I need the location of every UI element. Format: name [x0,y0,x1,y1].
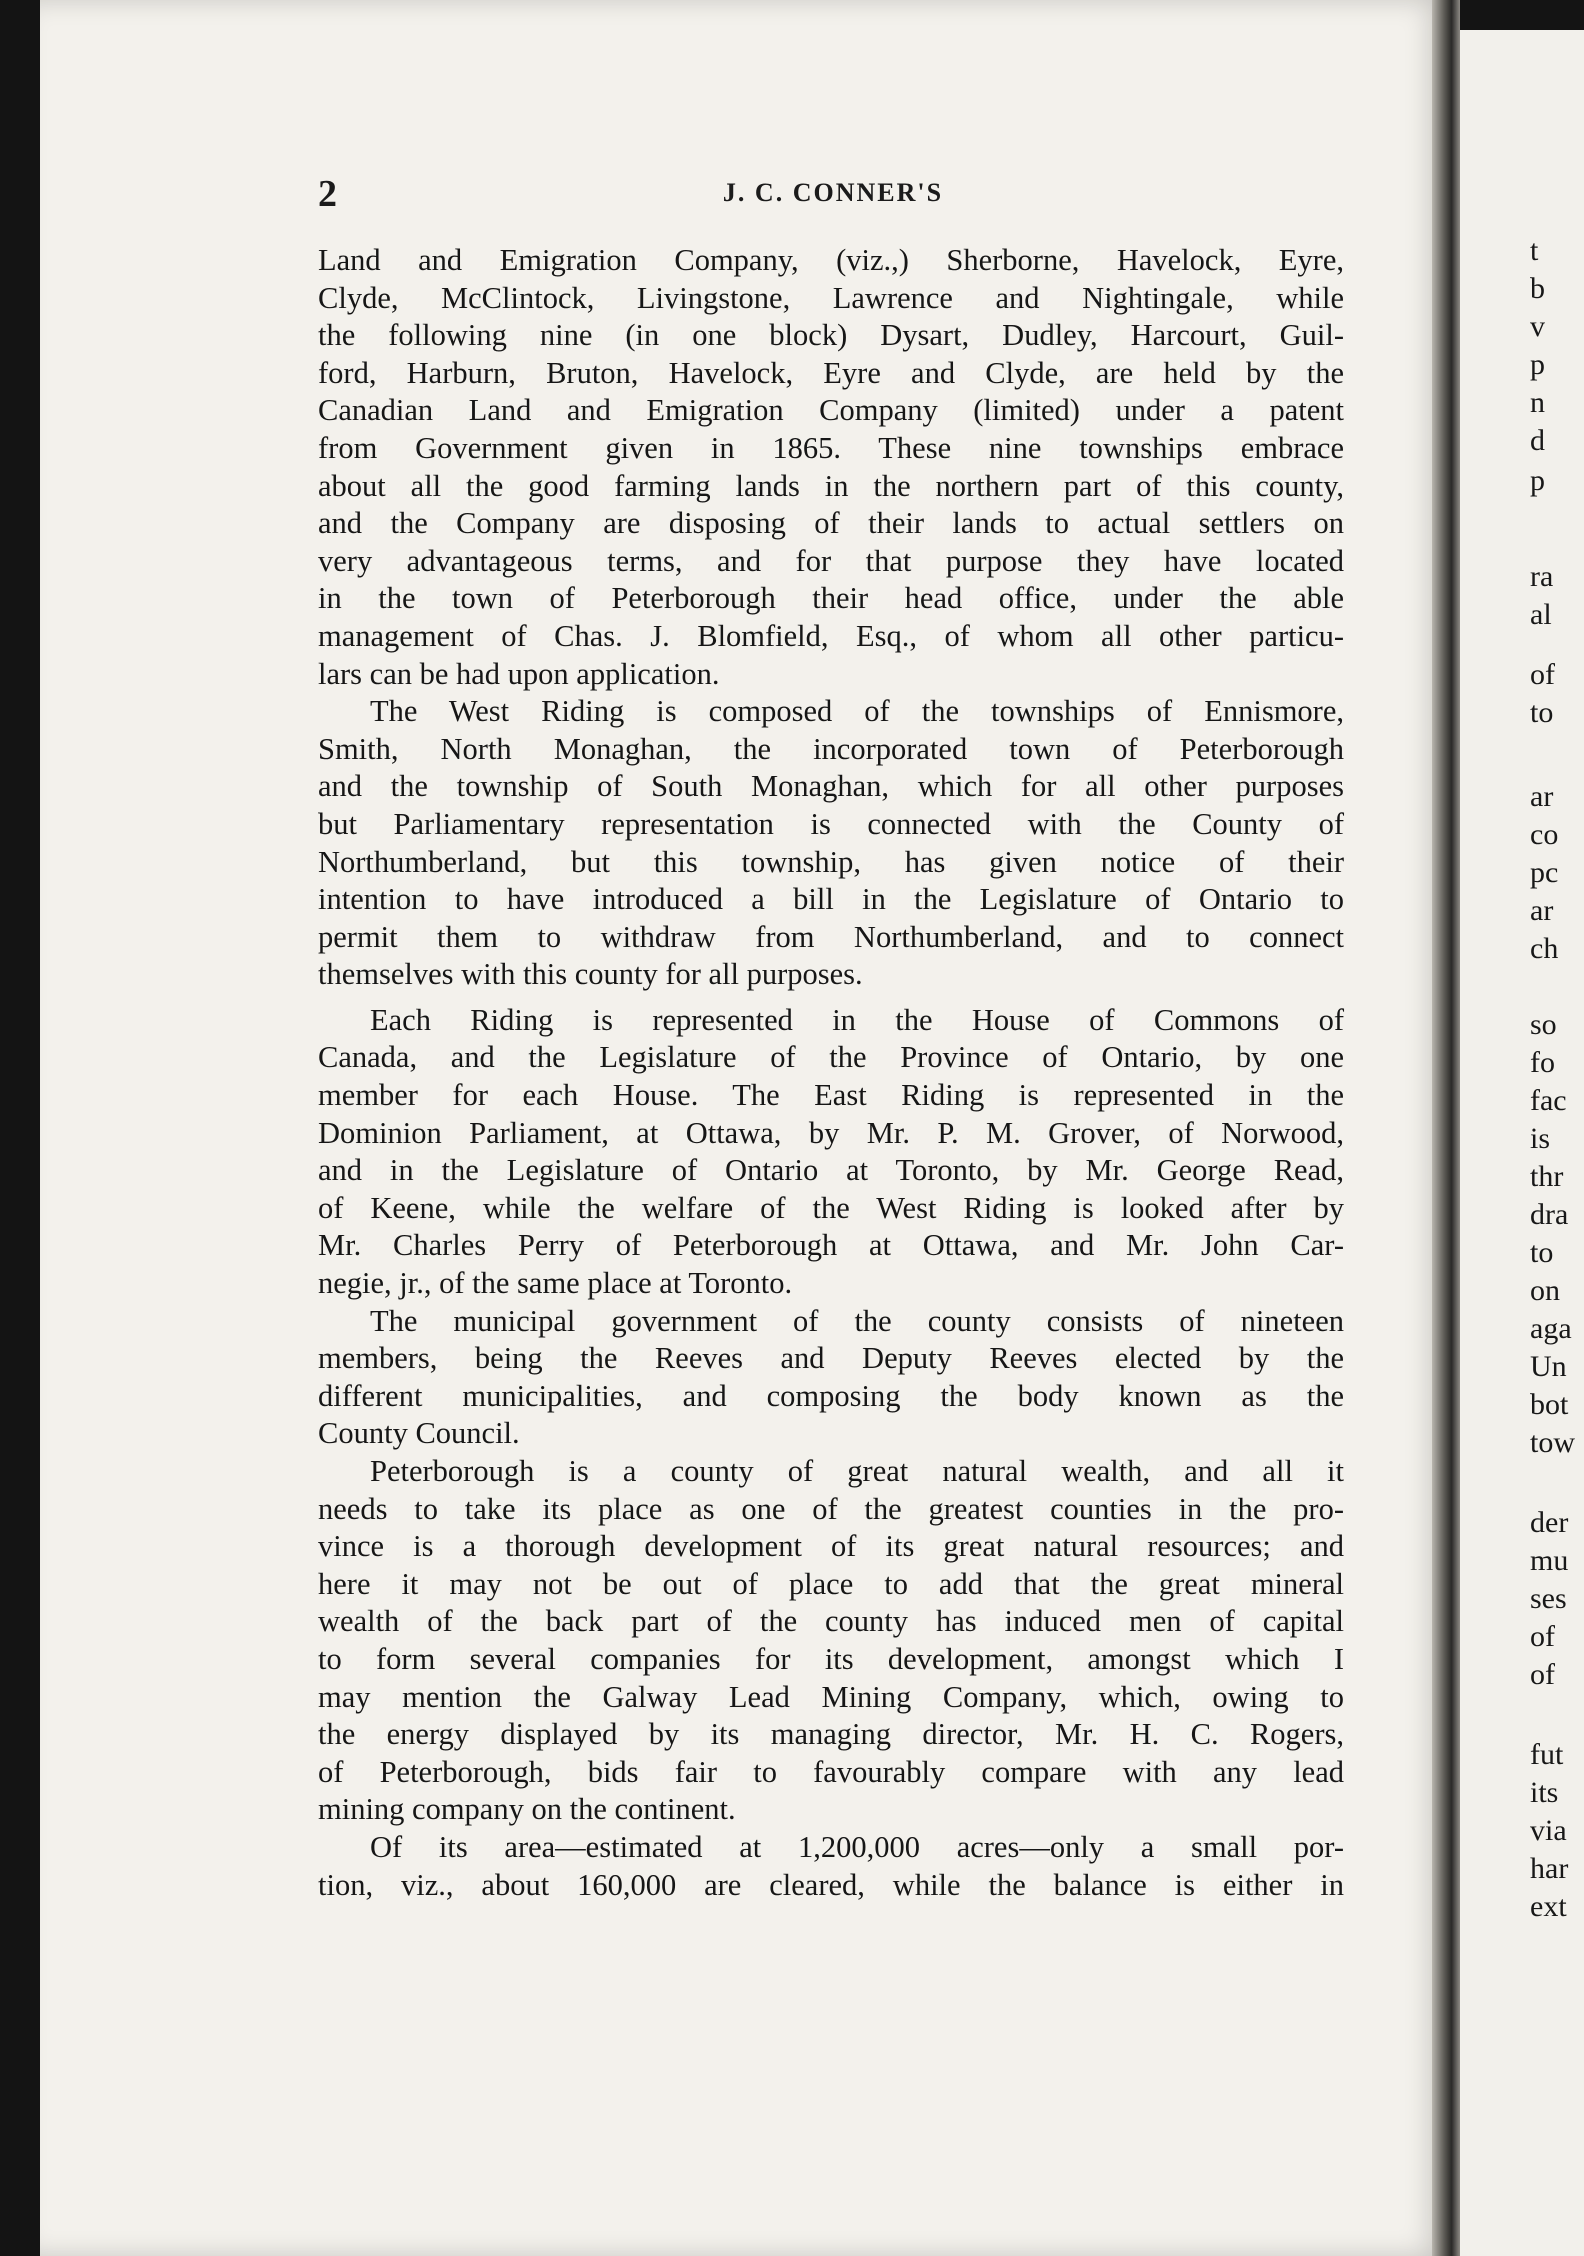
facing-page-fragment: b [1530,272,1545,305]
text-line: here it may not be out of place to add that the great mineral [318,1566,1344,1601]
text-line: The West Riding is composed of the townships of Ennismore, [370,694,1344,729]
paragraph [318,1303,1344,1453]
text-line: Canadian Land and Emigration Company (limited) under a patent [318,393,1344,428]
facing-page-fragment: fo [1530,1046,1555,1079]
text-line: of Peterborough, bids fair to favourably compare with any lead [318,1754,1344,1789]
facing-page-fragment: to [1530,1236,1554,1269]
text-line: from Government given in 1865. These nine townships embrace [318,430,1344,465]
facing-page-fragment: d [1530,424,1545,457]
facing-page-fragment: p [1530,464,1545,497]
facing-page-fragment: so [1530,1008,1557,1041]
facing-page-fragment: of [1530,658,1555,691]
facing-page-fragment: co [1530,818,1559,851]
text-line: the energy displayed by its managing director, Mr. H. C. Rogers, [318,1717,1344,1752]
text-line: members, being the Reeves and Deputy Reeves elected by the [318,1341,1344,1376]
facing-page-fragment: via [1530,1814,1567,1847]
text-line: Dominion Parliament, at Ottawa, by Mr. P. M. Grover, of Norwood, [318,1115,1344,1150]
facing-page-fragment: ra [1530,560,1554,593]
text-line: very advantageous terms, and for that purpose they have located [318,543,1344,578]
text-line: permit them to withdraw from Northumberland, and to connect [318,919,1344,954]
facing-page-fragment: der [1530,1506,1569,1539]
text-line: to form several companies for its development, amongst which I [318,1641,1344,1676]
text-line: Mr. Charles Perry of Peterborough at Ottawa, and Mr. John Car- [318,1228,1344,1263]
text-line: tion, viz., about 160,000 are cleared, while the balance is either in [318,1867,1344,1902]
text-line: and the township of South Monaghan, which for all other purposes [318,769,1344,804]
facing-page-fragment: fut [1530,1738,1564,1771]
text-line: the following nine (in one block) Dysart, Dudley, Harcourt, Guil- [318,318,1344,353]
facing-page-fragment: ses [1530,1582,1567,1615]
facing-page-fragment: thr [1530,1160,1564,1193]
facing-page-fragment: is [1530,1122,1551,1155]
paragraph [318,693,1344,994]
book-gutter [1432,0,1460,2256]
text-line: of Keene, while the welfare of the West Riding is looked after by [318,1190,1344,1225]
facing-page-fragment: p [1530,348,1545,381]
text-line: lars can be had upon application. [318,656,720,691]
page-header [318,172,1348,222]
facing-page-fragment: n [1530,386,1545,419]
text-line: Each Riding is represented in the House of Commons of [370,1002,1344,1037]
text-line: may mention the Galway Lead Mining Company, which, owing to [318,1679,1344,1714]
facing-page-fragment: its [1530,1776,1559,1809]
facing-page-fragment: dra [1530,1198,1569,1231]
facing-page-fragment: ext [1530,1890,1567,1923]
facing-page-fragment: mu [1530,1544,1569,1577]
text-line: negie, jr., of the same place at Toronto. [318,1266,793,1301]
text-line: different municipalities, and composing the body known as the [318,1378,1344,1413]
text-line: Clyde, McClintock, Livingstone, Lawrence and Nightingale, while [318,280,1344,315]
text-line: management of Chas. J. Blomfield, Esq., of whom all other particu- [318,618,1344,653]
text-line: about all the good farming lands in the northern part of this county, [318,468,1344,503]
facing-page-fragment: on [1530,1274,1560,1307]
facing-page-fragment: ar [1530,894,1554,927]
facing-page-fragment: of [1530,1658,1555,1691]
text-line: The municipal government of the county consists of nineteen [370,1303,1344,1338]
paragraph [318,1002,1344,1303]
text-line: mining company on the continent. [318,1792,736,1827]
text-line: Peterborough is a county of great natural wealth, and all it [370,1454,1344,1488]
text-line: member for each House. The East Riding is represented in the [318,1078,1344,1113]
page-number: 2 [318,173,337,215]
text-line: needs to take its place as one of the greatest counties in the pro- [318,1491,1344,1526]
text-line: Northumberland, but this township, has given notice of their [318,844,1344,879]
body-text [318,242,1344,1904]
facing-page-fragment: ch [1530,932,1559,965]
facing-page-fragment: t [1530,234,1539,267]
paragraph [318,242,1344,693]
facing-page-fragment: al [1530,598,1552,631]
text-line: themselves with this county for all purposes. [318,957,863,992]
facing-page-edge [1460,30,1584,2256]
facing-page-fragment: tow [1530,1426,1575,1459]
facing-page-fragment: bot [1530,1388,1569,1421]
text-line: Of its area—estimated at 1,200,000 acres—only a small por- [370,1829,1344,1864]
text-line: Canada, and the Legislature of the Province of Ontario, by one [318,1040,1344,1075]
text-line: and in the Legislature of Ontario at Toronto, by Mr. George Read, [318,1153,1344,1188]
facing-page-fragment: har [1530,1852,1569,1885]
text-line: in the town of Peterborough their head office, under the able [318,581,1344,616]
text-line: County Council. [318,1416,520,1451]
facing-page-fragment: aga [1530,1312,1572,1345]
text-line: intention to have introduced a bill in the Legislature of Ontario to [318,882,1344,917]
text-line: ford, Harburn, Bruton, Havelock, Eyre and Clyde, are held by the [318,355,1344,390]
facing-page-fragment: pc [1530,856,1559,889]
text-line: Land and Emigration Company, (viz.,) Sherborne, Havelock, Eyre, [318,243,1344,277]
facing-page-fragment: fac [1530,1084,1567,1117]
paragraph [318,1453,1344,1829]
facing-page-fragment: v [1530,310,1545,343]
facing-page-fragment: ar [1530,780,1554,813]
facing-page-fragment: Un [1530,1350,1567,1383]
text-line: vince is a thorough development of its great natural resources; and [318,1529,1344,1564]
running-head: J. C. CONNER'S [722,178,944,207]
text-line: Smith, North Monaghan, the incorporated town of Peterborough [318,731,1344,766]
facing-page-fragment: of [1530,1620,1555,1653]
text-line: but Parliamentary representation is connected with the County of [318,806,1344,841]
text-line: wealth of the back part of the county has induced men of capital [318,1604,1344,1639]
paragraph [318,1829,1344,1904]
text-line: and the Company are disposing of their lands to actual settlers on [318,506,1344,541]
facing-page-fragment: to [1530,696,1554,729]
